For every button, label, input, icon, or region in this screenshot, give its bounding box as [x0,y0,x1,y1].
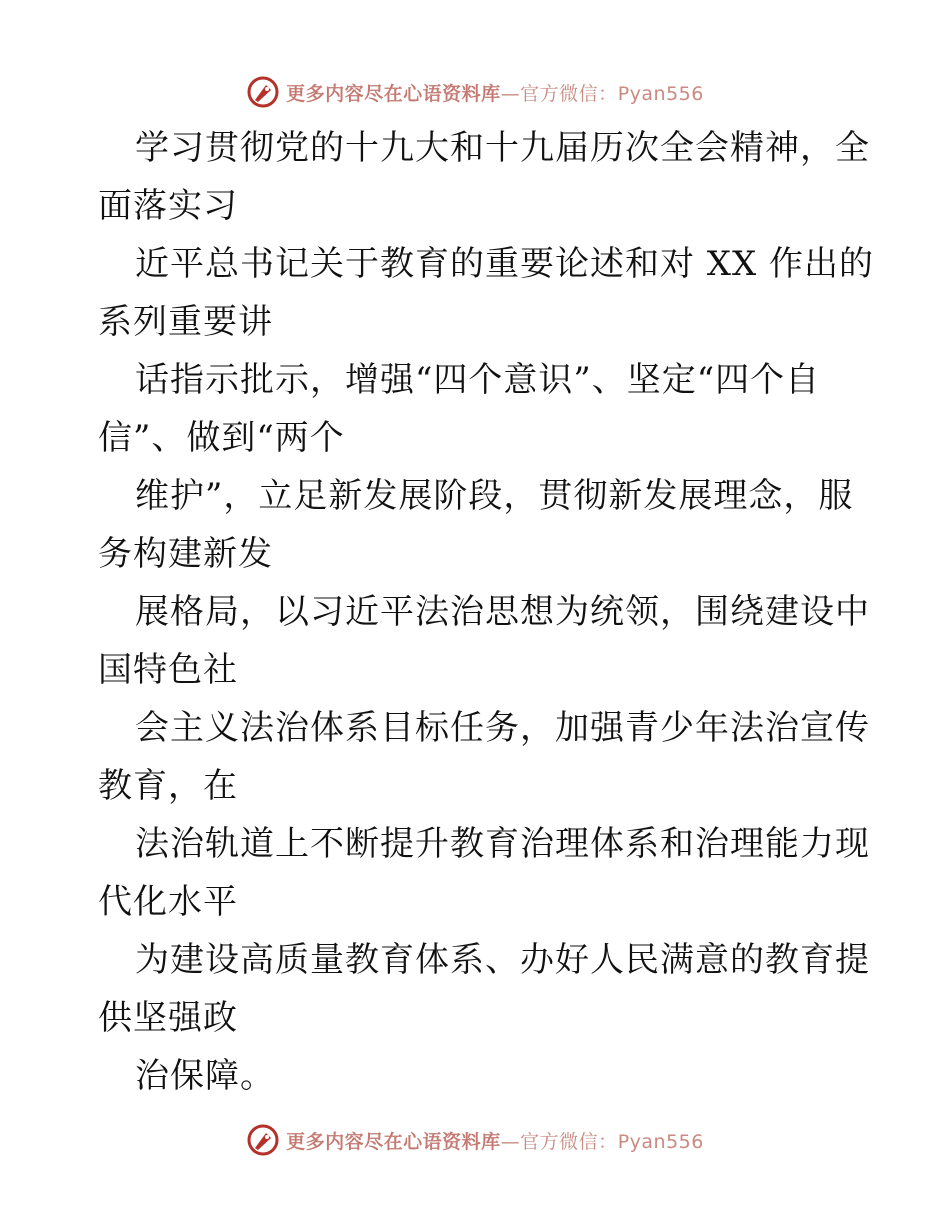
header-dash: — [500,82,521,105]
text-line: 展格局，以习近平法治思想为统领，围绕建设中 [135,592,870,632]
footer-dash: — [500,1130,521,1153]
footer-wechat-id: Pyan556 [617,1130,704,1153]
text-line: 近平总书记关于教育的重要论述和对 XX 作出的 [135,244,875,284]
footer-watermark-banner [0,1118,950,1162]
footer-site-text: 更多内容尽在心语资料库 [286,1130,501,1153]
text-line: 信”、做到“两个 [98,418,345,458]
pen-nib-logo-icon [246,75,280,109]
text-line: 国特色社 [98,650,238,690]
text-line: 供坚强政 [98,998,238,1038]
text-line: 代化水平 [98,882,238,922]
text-line: 治保障。 [135,1056,275,1096]
header-wechat-label: 官方微信： [520,82,618,105]
document-body [98,119,875,1105]
text-line: 面落实习 [98,186,238,226]
text-line: 法治轨道上不断提升教育治理体系和治理能力现 [135,824,870,864]
text-line: 务构建新发 [98,534,273,574]
text-line: 维护”，立足新发展阶段，贯彻新发展理念，服 [135,476,854,516]
header-banner-text [286,79,704,106]
footer-banner-text [286,1127,704,1154]
text-line: 为建设高质量教育体系、办好人民满意的教育提 [135,940,870,980]
text-line: 会主义法治体系目标任务，加强青少年法治宣传 [135,708,870,748]
pen-nib-logo-icon [246,1123,280,1157]
header-watermark-banner [0,70,950,114]
header-site-text: 更多内容尽在心语资料库 [286,82,501,105]
header-wechat-id: Pyan556 [617,82,704,105]
text-line: 话指示批示，增强“四个意识”、坚定“四个自 [135,360,821,400]
text-line: 教育，在 [98,766,238,806]
text-line: 系列重要讲 [98,302,273,342]
text-line: 学习贯彻党的十九大和十九届历次全会精神，全 [135,128,870,168]
footer-wechat-label: 官方微信： [520,1130,618,1153]
